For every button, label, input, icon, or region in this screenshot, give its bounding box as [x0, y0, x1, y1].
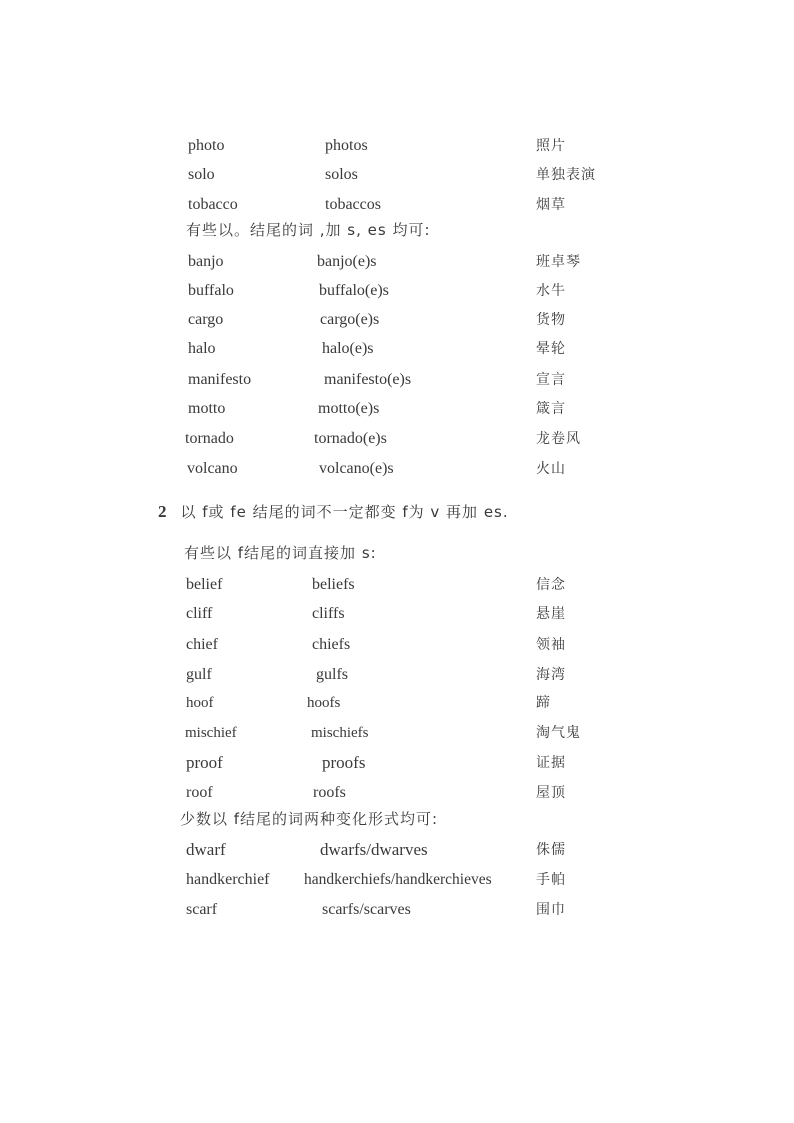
meaning: 单独表演 [536, 167, 596, 183]
singular-word: banjo [188, 253, 224, 270]
note-f-both: 少数以 f结尾的词两种变化形式均可: [180, 810, 439, 828]
meaning: 信念 [536, 577, 566, 593]
plural-word: photos [325, 137, 368, 154]
meaning: 领袖 [536, 637, 566, 653]
meaning: 证据 [536, 755, 566, 771]
singular-word: proof [186, 753, 223, 772]
plural-word: halo(e)s [322, 340, 374, 357]
meaning: 箴言 [536, 401, 566, 417]
plural-word: beliefs [312, 576, 355, 593]
singular-word: chief [186, 636, 218, 653]
singular-word: scarf [186, 901, 218, 918]
section-heading-2 [158, 500, 509, 524]
plural-word: buffalo(e)s [319, 282, 389, 299]
plural-word: mischiefs [311, 725, 369, 741]
plural-word: roofs [313, 784, 346, 801]
meaning: 屋顶 [536, 785, 566, 801]
plural-word: cliffs [312, 605, 345, 622]
singular-word: mischief [185, 725, 237, 741]
meaning: 围巾 [536, 902, 566, 918]
singular-word: tornado [185, 430, 234, 447]
singular-word: cliff [186, 605, 213, 622]
plural-word: scarfs/scarves [322, 901, 411, 918]
plural-word: manifesto(e)s [324, 371, 412, 388]
plural-word: tornado(e)s [314, 430, 387, 447]
singular-word: tobacco [188, 196, 238, 213]
singular-word: volcano [187, 460, 238, 477]
meaning: 火山 [536, 461, 566, 477]
meaning: 照片 [536, 138, 566, 154]
singular-word: motto [188, 400, 226, 417]
note-o-both: 有些以。结尾的词 ,加 s, es 均可: [186, 221, 431, 239]
meaning: 侏儒 [536, 842, 566, 858]
meaning: 宣言 [536, 372, 566, 388]
meaning: 淘气鬼 [536, 725, 581, 741]
singular-word: manifesto [188, 371, 252, 388]
singular-word: roof [186, 784, 213, 801]
meaning: 班卓琴 [536, 254, 581, 270]
section-number: 2 [158, 502, 167, 521]
meaning: 手帕 [536, 872, 566, 888]
meaning: 水牛 [536, 283, 566, 299]
plural-word: dwarfs/dwarves [320, 840, 428, 859]
section-heading-text: 以 f或 fe 结尾的词不一定都变 f为 v 再加 es. [180, 503, 509, 521]
meaning: 悬崖 [536, 606, 566, 622]
plural-word: banjo(e)s [317, 253, 377, 270]
plural-word: solos [325, 166, 358, 183]
plural-word: tobaccos [325, 196, 381, 213]
plural-word: gulfs [316, 666, 348, 683]
singular-word: solo [188, 166, 215, 183]
plural-word: motto(e)s [318, 400, 380, 417]
plural-word: proofs [322, 753, 366, 772]
plural-word: handkerchiefs/handkerchieves [304, 871, 492, 888]
note-f-s: 有些以 f结尾的词直接加 s: [184, 544, 377, 562]
meaning: 海湾 [536, 667, 566, 683]
singular-word: handkerchief [186, 871, 270, 888]
plural-word: volcano(e)s [319, 460, 394, 477]
meaning: 蹄 [536, 695, 551, 711]
singular-word: belief [186, 576, 223, 593]
meaning: 货物 [536, 312, 566, 328]
singular-word: halo [188, 340, 216, 357]
meaning: 烟草 [536, 197, 566, 213]
singular-word: dwarf [186, 840, 226, 859]
singular-word: gulf [186, 666, 212, 683]
singular-word: cargo [188, 311, 224, 328]
singular-word: photo [188, 137, 225, 154]
singular-word: buffalo [188, 282, 234, 299]
meaning: 晕轮 [536, 341, 566, 357]
plural-word: chiefs [312, 636, 351, 653]
plural-word: cargo(e)s [320, 311, 380, 328]
plural-word: hoofs [307, 695, 341, 711]
singular-word: hoof [186, 695, 214, 711]
meaning: 龙卷风 [536, 431, 581, 447]
